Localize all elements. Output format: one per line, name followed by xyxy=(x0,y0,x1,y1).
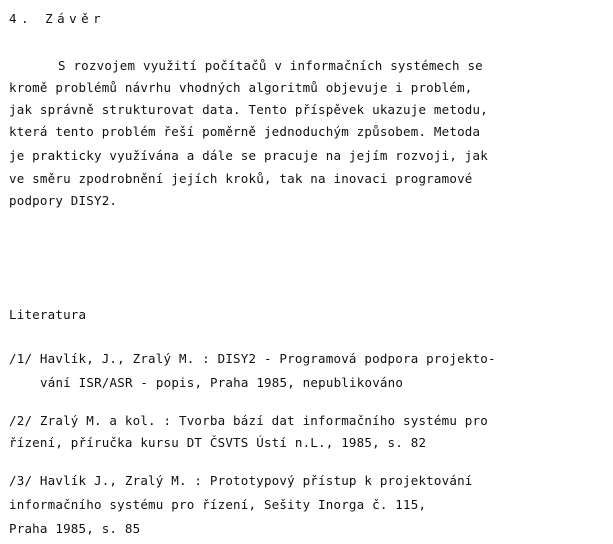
paragraph-line: ve směru zpodrobnění jejích kroků, tak na inovaci programové xyxy=(9,171,473,186)
reference-line: vání ISR/ASR - popis, Praha 1985, nepublikováno xyxy=(40,375,404,390)
reference-line: /3/ Havlík J., Zralý M. : Prototypový přístup k projektování xyxy=(9,473,473,488)
paragraph-line: je prakticky využívána a dále se pracuje na jejím rozvoji, jak xyxy=(9,148,488,163)
paragraph-line: S rozvojem využití počítačů v informačních systémech se xyxy=(58,58,483,73)
reference-line: /1/ Havlík, J., Zralý M. : DISY2 - Programová podpora projekto- xyxy=(9,351,496,366)
paragraph-line: podpory DISY2. xyxy=(9,193,118,208)
reference-line: Praha 1985, s. 85 xyxy=(9,521,141,536)
reference-line: řízení, příručka kursu DT ČSVTS Ústí n.L., 1985, s. 82 xyxy=(9,435,427,450)
references-heading: Literatura xyxy=(9,307,87,322)
paragraph-line: kromě problémů návrhu vhodných algoritmů objevuje i problém, xyxy=(9,80,473,95)
paragraph-line: jak správně strukturovat data. Tento příspěvek ukazuje metodu, xyxy=(9,102,488,117)
paragraph-line: která tento problém řeší poměrně jednoduchým způsobem. Metoda xyxy=(9,124,481,139)
reference-line: informačního systému pro řízení, Sešity Inorga č. 115, xyxy=(9,497,427,512)
reference-line: /2/ Zralý M. a kol. : Tvorba bází dat informačního systému pro xyxy=(9,413,488,428)
section-heading: 4. Závěr xyxy=(9,11,106,26)
